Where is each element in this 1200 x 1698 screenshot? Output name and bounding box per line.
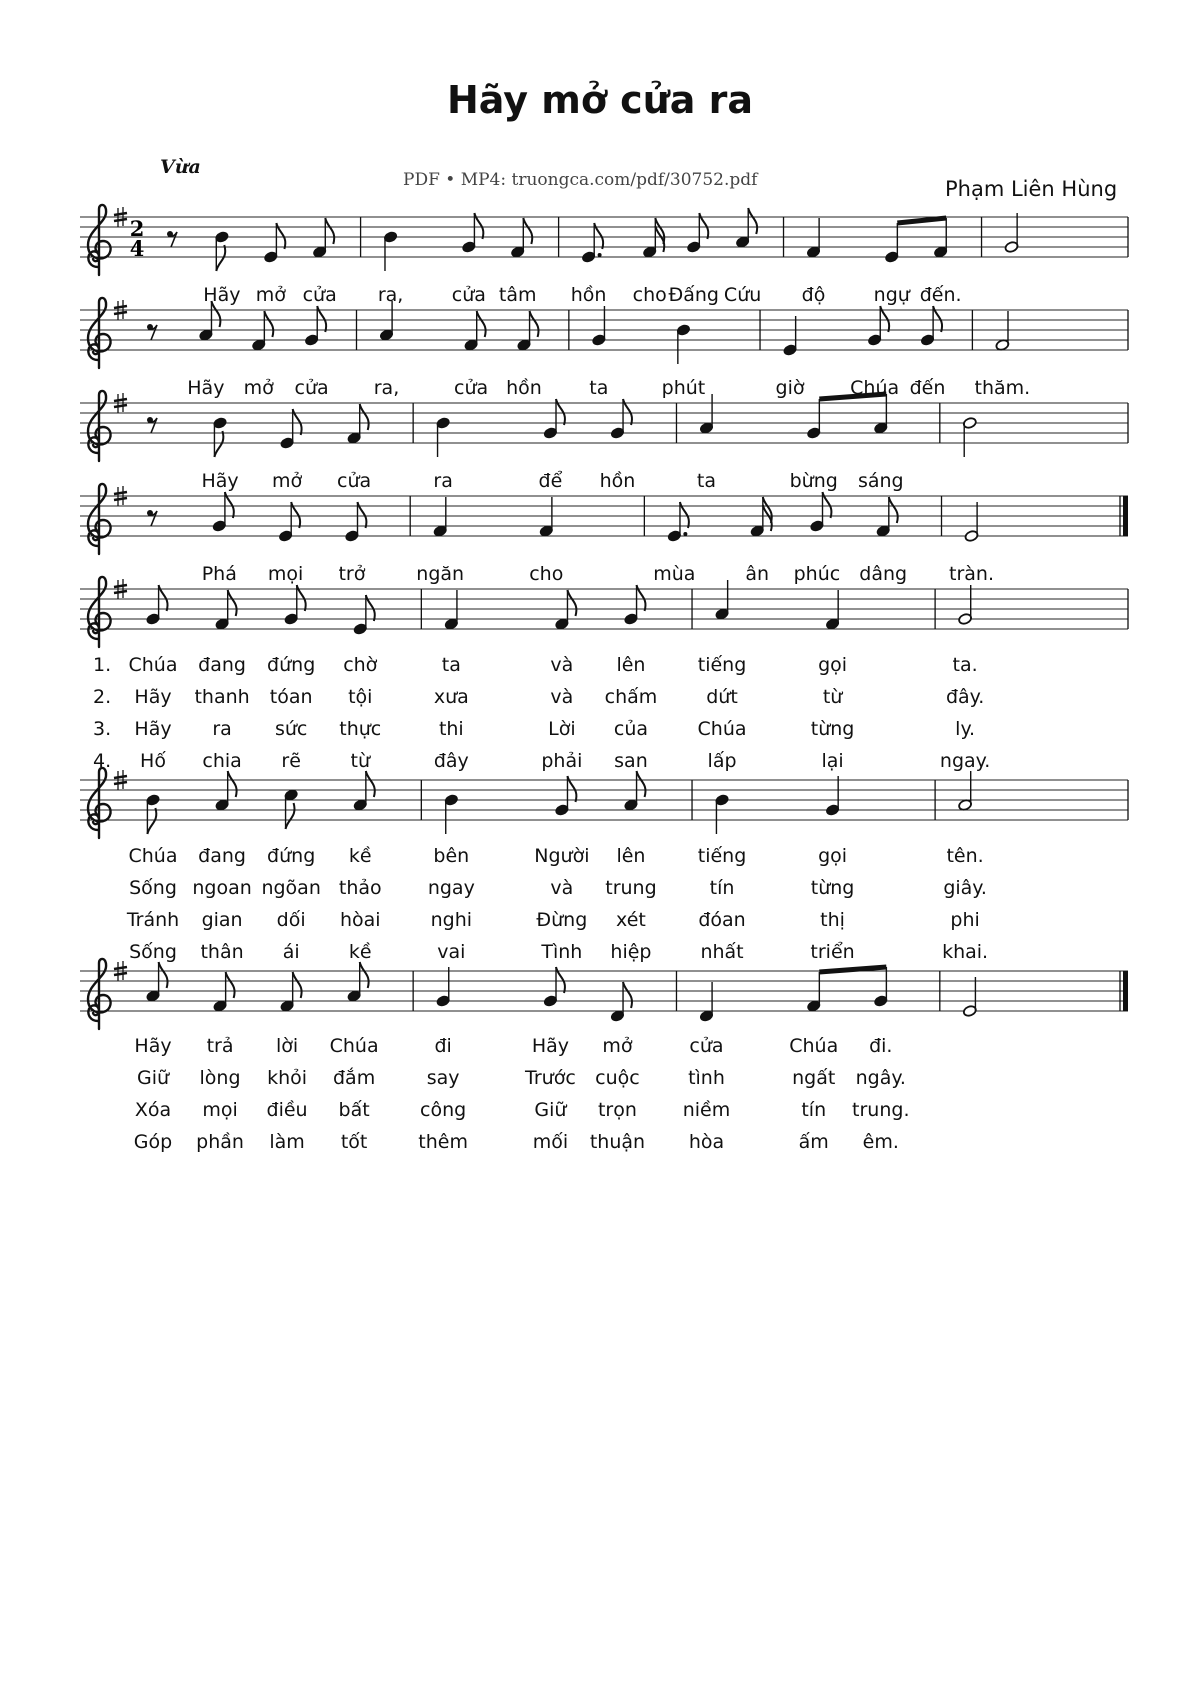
lyric-syllable: cửa — [689, 1035, 724, 1057]
lyric-syllable: ngay — [427, 877, 475, 899]
note-flag — [530, 311, 539, 337]
lyric-syllable: mối — [532, 1131, 569, 1153]
lyric-syllable: giây. — [943, 877, 987, 899]
lyric-syllable: ngất — [792, 1067, 836, 1089]
lyric-syllable: từng — [810, 718, 855, 740]
lyric-syllable: hồn — [506, 377, 542, 399]
lyric-syllable: tội — [348, 686, 373, 708]
note-flag — [748, 208, 757, 234]
lyric-syllable: Hãy — [187, 377, 225, 399]
lyric-syllable: Sống — [129, 941, 177, 963]
lyric-syllable: cửa — [302, 284, 337, 306]
lyric-syllable: Hãy — [134, 1035, 172, 1057]
note-flag — [523, 218, 532, 244]
lyric-syllable: đóan — [698, 909, 746, 931]
source-link[interactable]: PDF • MP4: truongca.com/pdf/30752.pdf — [403, 170, 758, 190]
lyric-syllable: ngoan — [192, 877, 252, 899]
lyric-syllable: từ — [822, 686, 843, 708]
lyric-syllable: tràn. — [949, 563, 994, 585]
lyric-syllable: ta — [589, 377, 609, 399]
lyric-syllable: thực — [339, 718, 382, 740]
lyric-syllable: êm. — [862, 1131, 899, 1153]
lyric-syllable: cửa — [294, 377, 329, 399]
lyric-syllable: mở — [243, 377, 274, 399]
lyric-syllable: tâm — [498, 284, 537, 306]
lyric-syllable: hiệp — [610, 941, 652, 963]
lyric-syllable: xét — [616, 909, 646, 931]
lyric-syllable: xưa — [433, 686, 469, 708]
note-flag — [293, 972, 302, 998]
lyric-syllable: niềm — [682, 1099, 731, 1121]
lyric-syllable: Người — [534, 845, 590, 867]
lyric-syllable: tiếng — [697, 845, 747, 867]
treble-clef-icon — [88, 959, 111, 1029]
lyric-syllable: Xóa — [134, 1099, 172, 1121]
lyric-syllable: trung. — [852, 1099, 910, 1121]
lyric-syllable: kề — [348, 941, 372, 963]
lyric-syllable: san — [614, 750, 648, 772]
lyric-syllable: Hãy — [203, 284, 241, 306]
lyric-syllable: Hãy — [531, 1035, 569, 1057]
lyric-syllable: trung — [605, 877, 657, 899]
lyric-syllable: Trước — [525, 1067, 576, 1089]
lyric-syllable: Hãy — [134, 686, 172, 708]
lyric-syllable: Chúa — [329, 1035, 379, 1057]
lyric-syllable: hồn — [599, 470, 636, 492]
lyric-syllable: đi — [434, 1035, 452, 1057]
lyric-syllable: tình — [688, 1067, 725, 1089]
treble-clef-icon — [88, 298, 111, 368]
lyric-syllable: cửa — [451, 284, 486, 306]
lyric-syllable: đang — [198, 845, 246, 867]
lyric-syllable: thuận — [589, 1131, 646, 1153]
lyric-syllable: Hãy — [201, 470, 239, 492]
lyric-syllable: tóan — [269, 686, 313, 708]
lyric-syllable: dối — [276, 909, 306, 931]
lyric-syllable: bất — [338, 1099, 370, 1121]
treble-clef-icon — [88, 205, 111, 275]
lyric-syllable: đến — [909, 377, 946, 399]
lyric-syllable: Hố — [140, 750, 166, 772]
lyric-syllable: phần — [196, 1131, 244, 1153]
lyric-syllable: làm — [269, 1131, 305, 1153]
lyric-syllable: ra — [212, 718, 232, 740]
note-flag — [366, 771, 375, 797]
lyric-syllable: đây. — [945, 686, 985, 708]
lyric-syllable: ái — [282, 941, 300, 963]
lyric-syllable: của — [613, 718, 649, 740]
lyric-syllable: ngõan — [261, 877, 321, 899]
lyric-syllable: Chúa — [789, 1035, 839, 1057]
lyric-syllable: khai. — [942, 941, 989, 963]
lyric-syllable: dứt — [706, 686, 738, 708]
lyric-syllable: phút — [661, 377, 706, 399]
verse-number: 3. — [93, 718, 112, 740]
note-flag — [216, 245, 225, 271]
lyric-syllable: cho — [529, 563, 564, 585]
lyric-syllable: thanh — [194, 686, 250, 708]
lyric-syllable: và — [550, 654, 574, 676]
lyric-syllable: chờ — [343, 654, 378, 676]
lyric-syllable: mọi — [202, 1099, 238, 1121]
lyric-syllable: ngay. — [939, 750, 991, 772]
lyric-syllable: điều — [266, 1099, 308, 1121]
lyric-syllable: giờ — [775, 377, 805, 399]
lyric-syllable: ra, — [373, 377, 400, 399]
augmentation-dot — [598, 253, 602, 257]
lyric-syllable: ân — [745, 563, 770, 585]
lyric-syllable: cửa — [454, 377, 489, 399]
note-flag — [325, 218, 334, 244]
lyric-syllable: độ — [801, 284, 826, 306]
lyric-syllable: gọi — [818, 654, 848, 676]
lyric-syllable: thảo — [338, 877, 382, 899]
note-flag — [147, 808, 156, 834]
lyric-syllable: say — [426, 1067, 460, 1089]
lyric-syllable: Sống — [129, 877, 177, 899]
note-flag — [228, 771, 237, 797]
note-flag — [360, 962, 369, 988]
lyric-syllable: ta — [441, 654, 461, 676]
lyric-syllable: lời — [275, 1035, 299, 1057]
lyric-syllable: sức — [274, 718, 308, 740]
lyric-syllable: và — [550, 686, 574, 708]
treble-clef-icon — [88, 391, 111, 461]
lyric-syllable: Chúa — [128, 654, 178, 676]
lyric-syllable: Đừng — [536, 909, 588, 931]
lyric-syllable: tên. — [946, 845, 984, 867]
lyric-syllable: trở — [338, 563, 366, 585]
lyric-syllable: thân — [200, 941, 244, 963]
verse-number: 2. — [93, 686, 112, 708]
lyric-syllable: Lời — [548, 718, 576, 740]
lyric-syllable: phúc — [793, 563, 841, 585]
lyric-syllable: thị — [820, 909, 845, 931]
note-flag — [477, 311, 486, 337]
staff-lines — [80, 217, 1128, 257]
time-signature-lower: 4 — [129, 236, 145, 261]
treble-clef-icon — [88, 484, 111, 554]
note-flag — [623, 982, 632, 1008]
lyric-syllable: lại — [821, 750, 844, 772]
lyric-syllable: từng — [810, 877, 855, 899]
lyric-syllable: Đấng — [668, 284, 719, 306]
eighth-rest-icon — [167, 231, 177, 247]
note-flag — [226, 972, 235, 998]
eighth-rest-icon — [147, 324, 157, 340]
lyric-syllable: Chúa — [850, 377, 900, 399]
lyric-syllable: Cứu — [723, 284, 762, 306]
treble-clef-icon — [88, 768, 111, 838]
note-flag — [286, 803, 295, 829]
lyric-syllable: đắm — [333, 1067, 376, 1089]
lyric-syllable: ta. — [952, 654, 978, 676]
lyric-syllable: lấp — [707, 750, 737, 772]
lyric-syllable: phi — [950, 909, 980, 931]
lyric-syllable: Hãy — [134, 718, 172, 740]
lyric-syllable: để — [538, 470, 563, 492]
lyric-syllable: dâng — [859, 563, 908, 585]
eighth-rest-icon — [147, 417, 157, 433]
lyric-syllable: mọi — [267, 563, 304, 585]
note-flag — [214, 431, 223, 457]
lyric-syllable: ngự — [873, 284, 910, 306]
staff-lines — [80, 496, 1128, 536]
lyric-syllable: lên — [616, 654, 646, 676]
lyric-syllable: ra — [433, 470, 453, 492]
lyric-syllable: lên — [616, 845, 646, 867]
lyric-syllable: ấm — [798, 1131, 829, 1153]
treble-clef-icon — [88, 577, 111, 647]
lyric-syllable: nghi — [430, 909, 473, 931]
lyric-syllable: triển — [810, 941, 855, 963]
lyric-syllable: Giữ — [534, 1099, 567, 1121]
lyric-syllable: ly. — [955, 718, 976, 740]
augmentation-dot — [683, 532, 687, 536]
lyric-syllable: bừng — [789, 470, 838, 492]
lyric-syllable: mở — [271, 470, 303, 492]
tempo-marking: Vừa — [160, 156, 201, 178]
lyric-syllable: thêm — [418, 1131, 468, 1153]
lyric-syllable: trọn — [597, 1099, 637, 1121]
lyric-syllable: vai — [437, 941, 466, 963]
note-flag — [637, 771, 646, 797]
lyric-syllable: trả — [206, 1035, 234, 1057]
lyric-syllable: hồn — [570, 284, 607, 306]
lyric-syllable: mở — [602, 1035, 633, 1057]
lyric-syllable: gian — [201, 909, 243, 931]
note-flag — [360, 404, 369, 430]
lyric-syllable: Tình — [541, 941, 583, 963]
composer-name: Phạm Liên Hùng — [945, 177, 1118, 201]
lyric-syllable: chia — [202, 750, 242, 772]
lyric-syllable: đi. — [869, 1035, 893, 1057]
lyric-syllable: ta — [696, 470, 717, 492]
lyric-syllable: Tránh — [126, 909, 180, 931]
lyric-syllable: cho — [632, 284, 667, 306]
lyric-syllable: tiếng — [697, 654, 747, 676]
lyric-syllable: rẽ — [281, 750, 301, 772]
lyric-syllable: từ — [350, 750, 370, 772]
lyric-syllable: mùa — [653, 563, 696, 585]
lyric-syllable: lòng — [199, 1067, 241, 1089]
lyric-syllable: Chúa — [128, 845, 178, 867]
lyric-syllable: khỏi — [267, 1067, 308, 1089]
lyric-syllable: ngây. — [855, 1067, 906, 1089]
lyric-syllable: đứng — [267, 654, 316, 676]
lyric-syllable: mở — [255, 284, 286, 306]
note-flag — [264, 311, 273, 337]
lyric-syllable: chấm — [604, 686, 658, 708]
lyric-syllable: phải — [541, 750, 583, 772]
lyric-syllable: Giữ — [136, 1067, 170, 1089]
lyric-syllable: hòai — [339, 909, 381, 931]
note-beam — [897, 218, 946, 223]
eighth-rest-icon — [147, 510, 157, 526]
lyric-syllable: tốt — [340, 1131, 368, 1153]
verse-number: 4. — [93, 750, 112, 772]
verse-number: 1. — [93, 654, 112, 676]
lyric-syllable: sáng — [857, 470, 904, 492]
lyric-syllable: hòa — [688, 1131, 725, 1153]
lyric-syllable: Phá — [201, 563, 237, 585]
lyric-syllable: Chúa — [697, 718, 747, 740]
lyric-syllable: kề — [348, 845, 372, 867]
lyric-syllable: đây — [433, 750, 469, 772]
lyric-syllable: đến. — [919, 284, 962, 306]
lyric-syllable: thăm. — [974, 377, 1031, 399]
lyric-syllable: cửa — [337, 470, 372, 492]
lyric-syllable: gọi — [818, 845, 848, 867]
lyric-syllable: công — [420, 1099, 467, 1121]
lyric-syllable: ngăn — [416, 563, 465, 585]
note-flag — [567, 590, 576, 616]
song-title: Hãy mở cửa ra — [446, 78, 754, 122]
lyric-syllable: tín — [801, 1099, 827, 1121]
lyric-syllable: cuộc — [595, 1067, 640, 1089]
lyric-syllable: thi — [438, 718, 464, 740]
lyric-syllable: nhất — [700, 941, 744, 963]
note-flag — [889, 497, 898, 523]
note-flag — [159, 962, 168, 988]
time-signature-upper: 2 — [129, 216, 145, 241]
lyric-syllable: Góp — [133, 1131, 173, 1153]
lyric-syllable: tín — [709, 877, 735, 899]
lyric-syllable: và — [550, 877, 574, 899]
staff-lines — [80, 971, 1128, 1011]
lyric-syllable: đang — [198, 654, 246, 676]
lyric-syllable: bên — [433, 845, 470, 867]
lyric-syllable: ra, — [377, 284, 404, 306]
note-flag — [228, 590, 237, 616]
lyric-syllable: đứng — [267, 845, 316, 867]
